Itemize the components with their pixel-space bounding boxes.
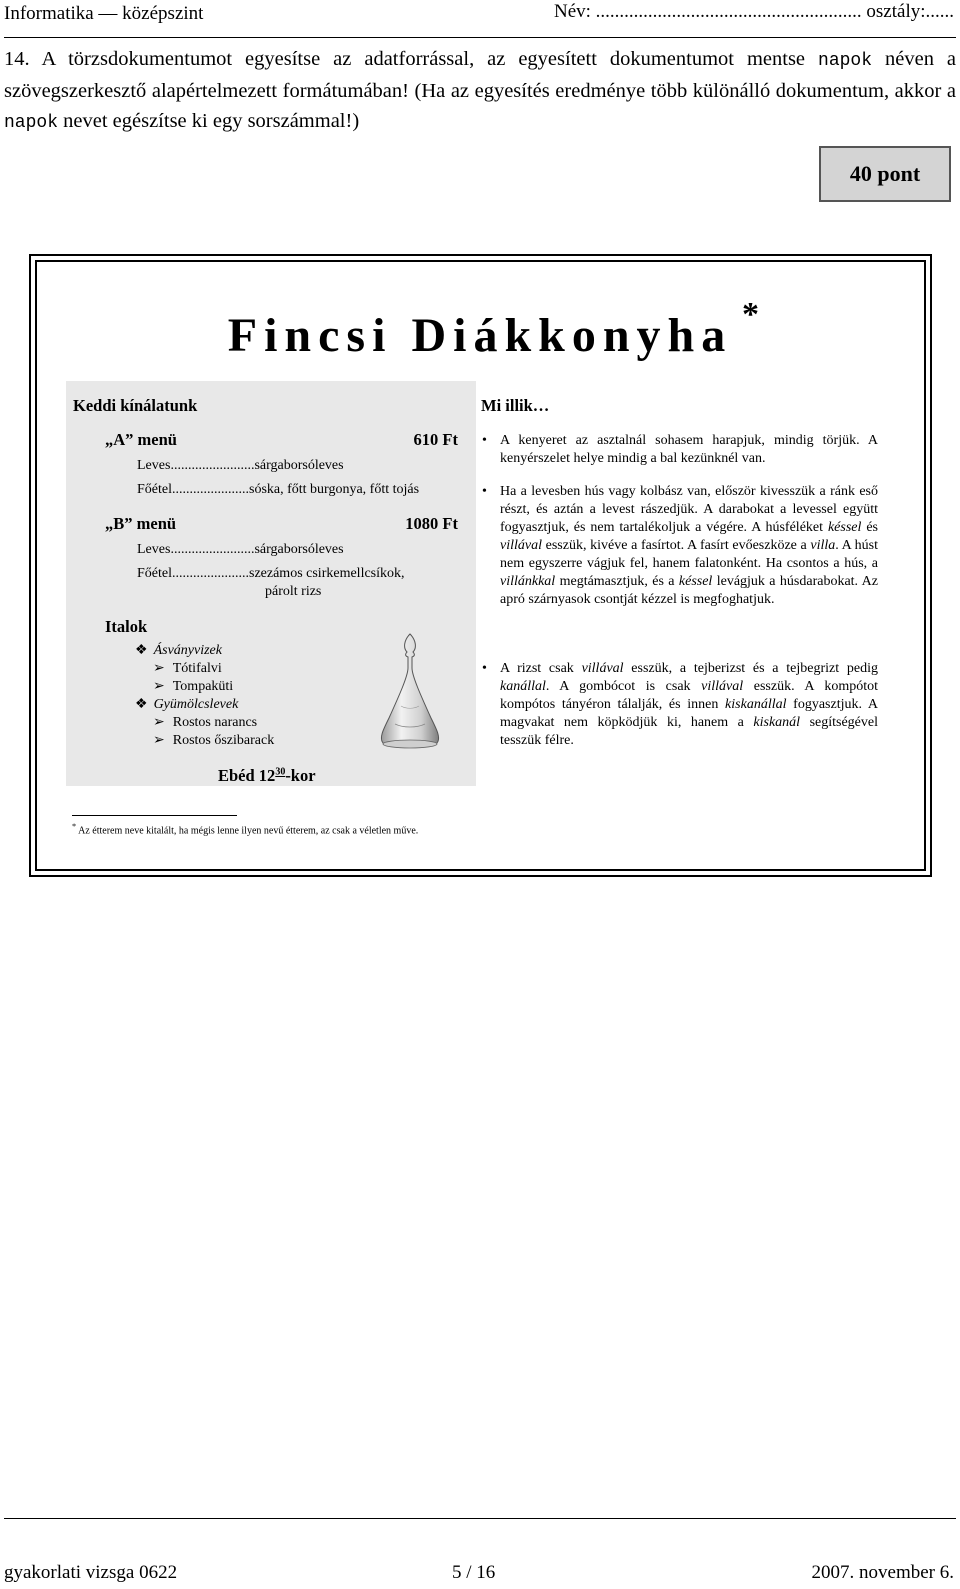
rule-text: Ha a levesben hús vagy kolbász van, először kivesszük a ránk eső részt, és aztán a levest rászedjük. A darabokat a levessel együtt fogyasztjuk, és nem tartalékoljuk a végére. A húsféléket [500, 484, 878, 535]
rule-emphasis: késsel [678, 574, 713, 589]
drinks-heading: Italok [105, 617, 148, 636]
rule-emphasis: villával [701, 679, 744, 694]
drink-item [153, 714, 257, 731]
lunch-time [218, 766, 316, 786]
menu-a-price: 610 Ft [413, 430, 458, 449]
rule-text: esszük, a tejberizst és a tejbegrizt pedig [623, 661, 878, 676]
rule-item-meat [482, 483, 878, 609]
menu-b-main-row-cont: párolt rizs [265, 584, 322, 599]
menu-a-main-row [137, 482, 419, 498]
category-label: Ásványvizek [153, 643, 222, 658]
row-value: szezámos csirkemellcsíkok, [249, 566, 405, 581]
offer-heading: Keddi kínálatunk [73, 396, 198, 415]
rule-emphasis: kiskanállal [725, 697, 787, 712]
rule-item-bread [482, 432, 878, 468]
row-dots: ........................ [170, 542, 255, 557]
diamond-bullet-icon: ❖ [135, 643, 148, 658]
footnote [72, 822, 418, 836]
rule-text: és [861, 520, 878, 535]
menu-a-soup-row [137, 458, 344, 474]
rule-item-rice [482, 660, 879, 750]
lunch-label: Ebéd 12 [218, 766, 276, 785]
rule-emphasis: villánkkal [500, 574, 556, 589]
menu-b-soup-row [137, 542, 344, 558]
rule-emphasis: kiskanál [753, 715, 801, 730]
rule-text: A rizst csak [500, 661, 582, 676]
header-divider [4, 37, 956, 38]
lunch-minutes: 30 [275, 766, 286, 778]
drink-item [153, 678, 233, 695]
task-instruction [4, 44, 956, 138]
footnote-divider [72, 815, 237, 816]
rule-text: . A gombócot is csak [545, 679, 702, 694]
task-filename-2: napok [4, 113, 59, 133]
footer-page-number: 5 / 16 [452, 1562, 496, 1583]
drink-label: Tótifalvi [172, 661, 222, 676]
row-value: sárgaborsóleves [254, 458, 344, 473]
drink-label: Tompaküti [172, 679, 234, 694]
bullet-icon: • [482, 661, 487, 676]
page-header-subject: Informatika — középszint [4, 3, 204, 24]
rule-text: . A húst nem egyszerre vágjuk fel, hanem falatonként. Ha csontos a hús, a [500, 538, 878, 571]
rule-text: esszük, kivéve a fasírtot. A fasírt evőeszköze a [542, 538, 811, 553]
rule-emphasis: kanállal [500, 679, 546, 694]
rule-text: A kenyeret az asztalnál sohasem harapjuk, mindig törjük. A kenyérszelet helye mindig a bal kezünknél van. [500, 433, 878, 466]
row-value: sóska, főtt burgonya, főtt tojás [249, 482, 420, 497]
points-badge: 40 pont [819, 146, 951, 202]
rule-emphasis: villával [500, 538, 542, 553]
row-label: Főétel [137, 566, 172, 581]
category-label: Gyümölcslevek [153, 697, 239, 712]
task-filename-1: napok [818, 51, 873, 71]
rule-text: fogyasztjuk. A magvakat nem köpködjük ki, hanem a [500, 697, 878, 730]
arrow-bullet-icon: ➢ [153, 661, 165, 676]
diamond-bullet-icon: ❖ [135, 697, 148, 712]
rule-text: megtámasztjuk, és a [555, 574, 679, 589]
footer-exam-code: gyakorlati vizsga 0622 [4, 1562, 178, 1583]
lunch-suffix: -kor [285, 766, 316, 785]
page-header-name-class: Név: ........................................................ osztály:...... [553, 1, 954, 22]
rule-text: levágjuk a húsdarabokat. Az apró szárnyasok csontját kézzel is megfoghatjuk. [500, 574, 878, 607]
drink-label: Rostos narancs [172, 715, 258, 730]
arrow-bullet-icon: ➢ [153, 679, 165, 694]
drink-category-juice [135, 696, 238, 713]
carafe-illustration [375, 632, 445, 754]
menu-a-name: „A” menü [105, 430, 177, 449]
arrow-bullet-icon: ➢ [153, 715, 165, 730]
rule-text: esszük. A kompótot kompótos tányéron tálalják, és innen [500, 679, 879, 712]
drink-item [153, 732, 274, 749]
rule-text: segítségével tesszük félre. [500, 715, 878, 748]
row-label: Leves [137, 458, 171, 473]
menu-b-main-row [137, 566, 405, 582]
rules-heading: Mi illik… [481, 396, 550, 415]
footnote-text: Az étterem neve kitalált, ha mégis lenne ilyen nevű étterem, az csak a véletlen műve. [78, 825, 419, 837]
arrow-bullet-icon: ➢ [153, 733, 165, 748]
task-text-3: nevet egészítse ki egy sorszámmal!) [63, 110, 360, 132]
row-dots: ...................... [172, 566, 249, 581]
footnote-mark: * [72, 822, 77, 831]
footer-divider [4, 1518, 956, 1519]
drink-item [153, 660, 222, 677]
rule-emphasis: villa [810, 538, 836, 553]
title-footnote-star: * [742, 296, 759, 333]
menu-b-name: „B” menü [105, 514, 177, 533]
task-text-2: néven a szövegszerkesztő alapértelmezett formátumában! (Ha az egyesítés eredménye több különálló dokumentum, akkor a [4, 48, 957, 102]
menu-b-price: 1080 Ft [405, 514, 458, 533]
drink-category-mineral [135, 642, 222, 659]
rule-emphasis: késsel [827, 520, 862, 535]
footer-date: 2007. november 6. [811, 1562, 954, 1583]
bullet-icon: • [482, 433, 487, 448]
document-title: Fincsi Diákkonyha [227, 309, 733, 362]
drink-label: Rostos őszibarack [172, 733, 275, 748]
row-value: sárgaborsóleves [254, 542, 344, 557]
row-label: Főétel [137, 482, 172, 497]
task-number: 14. [4, 48, 30, 70]
rule-emphasis: villával [581, 661, 624, 676]
row-dots: ........................ [170, 458, 255, 473]
task-text-1: A törzsdokumentumot egyesítse az adatforrással, az egyesített dokumentumot mentse [41, 48, 806, 70]
row-dots: ...................... [172, 482, 249, 497]
bullet-icon: • [482, 484, 487, 499]
row-label: Leves [137, 542, 171, 557]
